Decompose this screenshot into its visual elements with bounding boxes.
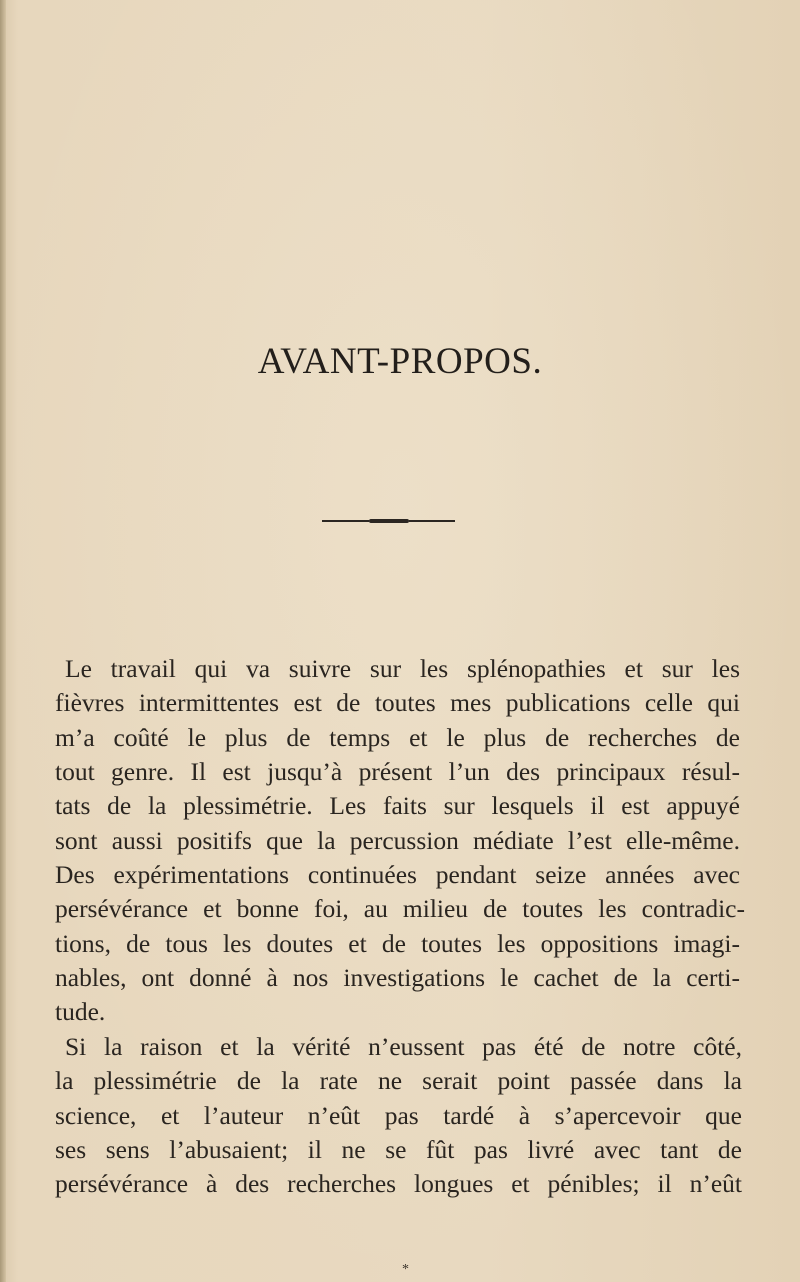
text-line: sont aussi positifs que la percussion médiate l’est elle-même. — [55, 826, 740, 855]
text-line: m’a coûté le plus de temps et le plus de recherches de — [55, 723, 740, 752]
text-line: ses sens l’abusaient; il ne se fût pas livré avec tant de — [55, 1135, 742, 1164]
text-line: persévérance à des recherches longues et pénibles; il n’eût — [55, 1169, 742, 1198]
text-line: fièvres intermittentes est de toutes mes publications celle qui — [55, 688, 740, 717]
page-title: AVANT-PROPOS. — [257, 341, 543, 382]
text-line: nables, ont donné à nos investigations le cachet de la certi- — [55, 963, 740, 992]
page-edge — [0, 0, 6, 1282]
text-line: tions, de tous les doutes et de toutes les oppositions imagi- — [55, 929, 740, 958]
text-line: tout genre. Il est jusqu’à présent l’un des principaux résul- — [55, 757, 740, 786]
ornamental-divider — [322, 519, 455, 523]
text-line: Si la raison et la vérité n’eussent pas été de notre côté, — [65, 1032, 742, 1061]
text-line: tude. — [55, 997, 106, 1026]
signature-mark: * — [402, 1262, 409, 1277]
text-line: la plessimétrie de la rate ne serait point passée dans la — [55, 1066, 742, 1095]
text-line: Des expérimentations continuées pendant seize années avec — [55, 860, 740, 889]
text-line: Le travail qui va suivre sur les splénopathies et sur les — [65, 654, 740, 683]
text-line: science, et l’auteur n’eût pas tardé à s’apercevoir que — [55, 1101, 742, 1130]
text-line: persévérance et bonne foi, au milieu de toutes les contradic- — [55, 894, 745, 923]
text-line: tats de la plessimétrie. Les faits sur lesquels il est appuyé — [55, 791, 740, 820]
